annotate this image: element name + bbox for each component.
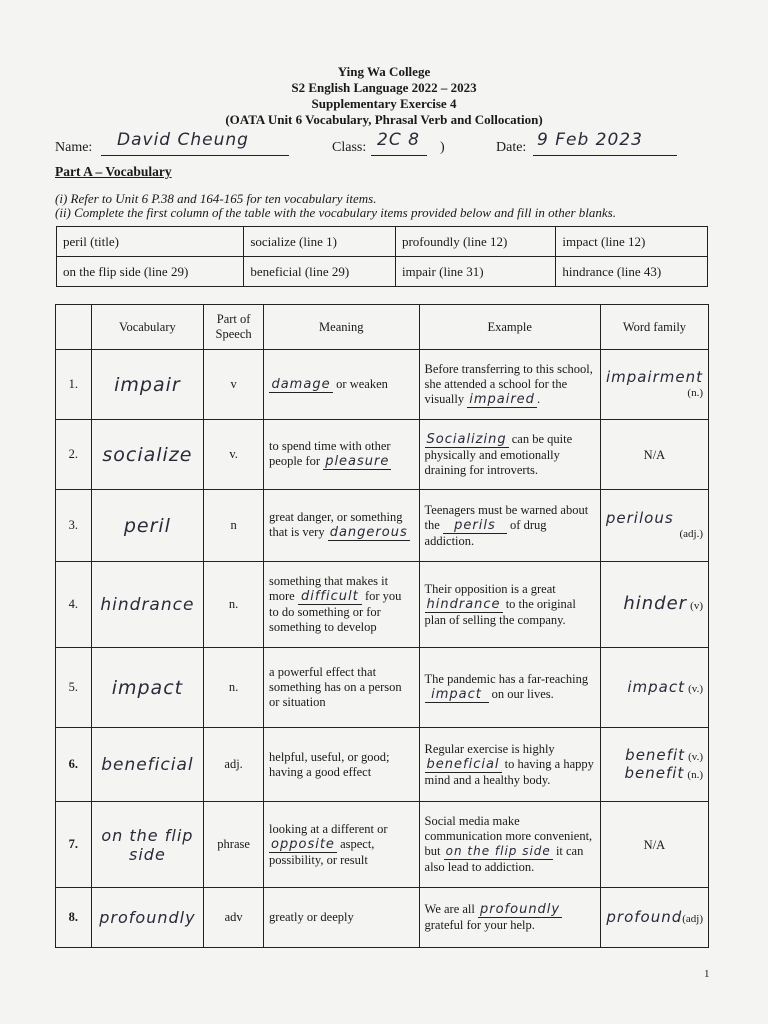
exercise-title: Supplementary Exercise 4 bbox=[311, 96, 457, 111]
example-blank: impaired bbox=[469, 391, 535, 407]
word-family-answer: N/A bbox=[643, 447, 666, 462]
word-family-pos: (adj) bbox=[682, 912, 703, 925]
word-family-cell bbox=[600, 350, 708, 420]
word-family-answer: impact bbox=[627, 677, 685, 696]
meaning-cell bbox=[264, 420, 419, 490]
example-text-after: on our lives. bbox=[488, 687, 554, 701]
example-text-after: . bbox=[536, 391, 541, 406]
meaning-cell bbox=[264, 728, 419, 802]
example-blank: beneficial bbox=[426, 756, 500, 772]
vocabulary-table bbox=[55, 304, 709, 948]
part-of-speech: phrase bbox=[204, 802, 264, 888]
meaning-blank: damage bbox=[269, 377, 333, 393]
example-text-after: to the original plan of selling the company. bbox=[424, 596, 576, 627]
vocab-answer: peril bbox=[91, 490, 204, 562]
meaning-blank: opposite bbox=[271, 836, 335, 852]
word-box-cell: peril (title) bbox=[57, 227, 244, 257]
meaning-text: to spend time with other people for bbox=[269, 439, 391, 468]
part-of-speech: adj. bbox=[204, 728, 264, 802]
word-family-answer: N/A bbox=[643, 837, 666, 852]
example-cell bbox=[419, 888, 600, 948]
example-text-after: can be quite physically and emotionally draining for introverts. bbox=[424, 431, 573, 477]
example-text: Social media make communication more convenient, but bbox=[424, 814, 593, 858]
example-text-after: of drug addiction. bbox=[424, 517, 547, 548]
word-family-answer: profound bbox=[606, 907, 683, 926]
example-cell bbox=[419, 420, 600, 490]
meaning-cell bbox=[264, 562, 419, 648]
word-family-pos: (v) bbox=[690, 599, 703, 612]
word-family-pos: (adj.) bbox=[679, 527, 703, 540]
header-word-family: Word family bbox=[600, 305, 708, 350]
word-family-pos: (n.) bbox=[687, 386, 703, 399]
row-number: 7. bbox=[56, 802, 92, 888]
vocab-answer: impair bbox=[91, 350, 204, 420]
course-title: S2 English Language 2022 – 2023 bbox=[291, 80, 477, 95]
example-blank: on the flip side bbox=[445, 844, 551, 858]
example-cell bbox=[419, 728, 600, 802]
example-cell bbox=[419, 350, 600, 420]
meaning-cell bbox=[264, 490, 419, 562]
word-family-pos: (v.) bbox=[688, 750, 703, 763]
vocab-answer: impact bbox=[91, 648, 204, 728]
word-family-cell bbox=[600, 802, 708, 888]
meaning-blank: difficult bbox=[298, 589, 362, 605]
word-family-cell bbox=[600, 490, 708, 562]
vocabulary-word-box bbox=[56, 226, 708, 287]
table-row bbox=[56, 802, 709, 888]
meaning-text-after: aspect, possibility, or result bbox=[269, 836, 375, 867]
student-info-row bbox=[55, 130, 745, 160]
class-line bbox=[371, 155, 427, 156]
table-row bbox=[56, 888, 709, 948]
word-family-pos-2: (n.) bbox=[687, 768, 703, 781]
part-of-speech: adv bbox=[204, 888, 264, 948]
part-of-speech: v bbox=[204, 350, 264, 420]
meaning-cell bbox=[264, 350, 419, 420]
example-text: We are all bbox=[424, 902, 478, 916]
example-cell bbox=[419, 648, 600, 728]
vocab-answer: hindrance bbox=[91, 562, 204, 648]
meaning-text-after: for you to do something or for something to develop bbox=[269, 589, 402, 634]
meaning-text: helpful, useful, or good; having a good effect bbox=[269, 749, 390, 779]
word-family-answer: perilous bbox=[605, 508, 674, 527]
example-text: The pandemic has a far-reaching bbox=[424, 672, 589, 686]
table-header-row bbox=[56, 305, 709, 350]
part-of-speech: n bbox=[204, 490, 264, 562]
school-name: Ying Wa College bbox=[337, 64, 431, 79]
meaning-text-after: or weaken bbox=[333, 376, 388, 391]
word-box-cell: impact (line 12) bbox=[556, 227, 708, 257]
meaning-cell bbox=[264, 802, 419, 888]
page-number: 1 bbox=[704, 968, 710, 980]
word-family-cell bbox=[600, 420, 708, 490]
name-value: David Cheung bbox=[117, 130, 249, 150]
word-box-cell: on the flip side (line 29) bbox=[57, 257, 244, 287]
header-vocabulary: Vocabulary bbox=[91, 305, 204, 350]
header-number bbox=[56, 305, 92, 350]
row-number: 4. bbox=[56, 562, 92, 648]
word-family-cell bbox=[600, 648, 708, 728]
document-header bbox=[0, 64, 768, 128]
topic-title: (OATA Unit 6 Vocabulary, Phrasal Verb and Collocation) bbox=[225, 112, 543, 127]
meaning-text: looking at a different or bbox=[269, 821, 388, 836]
word-family-answer: benefit bbox=[625, 745, 685, 764]
word-box-row bbox=[57, 257, 708, 287]
example-text: Regular exercise is highly bbox=[424, 741, 555, 756]
meaning-text: something that makes it more bbox=[269, 574, 389, 603]
class-value: 2C 8 bbox=[377, 130, 420, 150]
table-row bbox=[56, 562, 709, 648]
example-text: Their opposition is a great bbox=[424, 581, 556, 596]
word-family-pos: (v.) bbox=[688, 682, 703, 695]
word-family-answer: hinder bbox=[623, 592, 688, 614]
example-text: Teenagers must be warned about the bbox=[424, 502, 589, 532]
example-text: Before transferring to this school, she attended a school for the visually bbox=[424, 361, 593, 406]
word-box-cell: profoundly (line 12) bbox=[395, 227, 555, 257]
row-number: 3. bbox=[56, 490, 92, 562]
word-family-cell bbox=[600, 728, 708, 802]
header-part-of-speech: Part of Speech bbox=[204, 305, 264, 350]
word-family-answer: impairment bbox=[605, 367, 703, 386]
word-family-cell bbox=[600, 562, 708, 648]
part-of-speech: n. bbox=[204, 562, 264, 648]
name-label: Name: bbox=[55, 140, 93, 155]
example-text-after: grateful for your help. bbox=[424, 918, 535, 932]
part-of-speech: n. bbox=[204, 648, 264, 728]
instruction-1: (i) Refer to Unit 6 P.38 and 164-165 for ten vocabulary items. bbox=[55, 191, 377, 206]
table-row bbox=[56, 420, 709, 490]
date-line bbox=[533, 155, 677, 156]
vocab-answer: beneficial bbox=[91, 728, 204, 802]
table-row bbox=[56, 648, 709, 728]
meaning-text: great danger, or something that is very bbox=[269, 510, 403, 539]
row-number: 8. bbox=[56, 888, 92, 948]
row-number: 2. bbox=[56, 420, 92, 490]
word-box-cell: socialize (line 1) bbox=[244, 227, 396, 257]
word-box-cell: impair (line 31) bbox=[395, 257, 555, 287]
meaning-text: a powerful effect that something has on a person or situation bbox=[269, 665, 402, 709]
header-example: Example bbox=[419, 305, 600, 350]
header-meaning: Meaning bbox=[264, 305, 419, 350]
word-family-line bbox=[606, 747, 703, 765]
table-row bbox=[56, 490, 709, 562]
meaning-blank: dangerous bbox=[329, 525, 408, 540]
row-number: 5. bbox=[56, 648, 92, 728]
word-box-cell: beneficial (line 29) bbox=[244, 257, 396, 287]
example-blank: Socializing bbox=[426, 431, 507, 447]
word-box-row bbox=[57, 227, 708, 257]
part-a-title: Part A – Vocabulary bbox=[55, 164, 172, 179]
vocab-answer: socialize bbox=[91, 420, 204, 490]
example-cell bbox=[419, 562, 600, 648]
example-text-after: to having a happy mind and a healthy body. bbox=[424, 756, 594, 787]
meaning-text: greatly or deeply bbox=[269, 910, 354, 924]
example-blank: hindrance bbox=[426, 596, 501, 612]
instruction-2: (ii) Complete the first column of the table with the vocabulary items provided below and fill in other blanks. bbox=[55, 205, 616, 220]
word-family-answer-2: benefit bbox=[624, 763, 685, 782]
meaning-blank: pleasure bbox=[325, 454, 390, 469]
class-close: ) bbox=[440, 140, 445, 155]
meaning-cell bbox=[264, 648, 419, 728]
row-number: 1. bbox=[56, 350, 92, 420]
word-family-cell bbox=[600, 888, 708, 948]
word-box-cell: hindrance (line 43) bbox=[556, 257, 708, 287]
meaning-cell bbox=[264, 888, 419, 948]
date-value: 9 Feb 2023 bbox=[537, 130, 643, 150]
example-blank: impact bbox=[425, 687, 489, 703]
example-cell bbox=[419, 490, 600, 562]
row-number: 6. bbox=[56, 728, 92, 802]
example-blank: perils bbox=[443, 518, 507, 534]
vocab-answer: profoundly bbox=[91, 888, 204, 948]
word-family-line bbox=[606, 765, 703, 783]
date-label: Date: bbox=[496, 140, 527, 155]
part-of-speech: v. bbox=[204, 420, 264, 490]
name-line bbox=[101, 155, 289, 156]
example-cell bbox=[419, 802, 600, 888]
table-row bbox=[56, 728, 709, 802]
class-label: Class: bbox=[332, 140, 367, 155]
vocab-answer: on the flip side bbox=[91, 802, 204, 888]
example-text-after: it can also lead to addiction. bbox=[424, 844, 584, 874]
table-row bbox=[56, 350, 709, 420]
example-blank: profoundly bbox=[480, 902, 561, 917]
